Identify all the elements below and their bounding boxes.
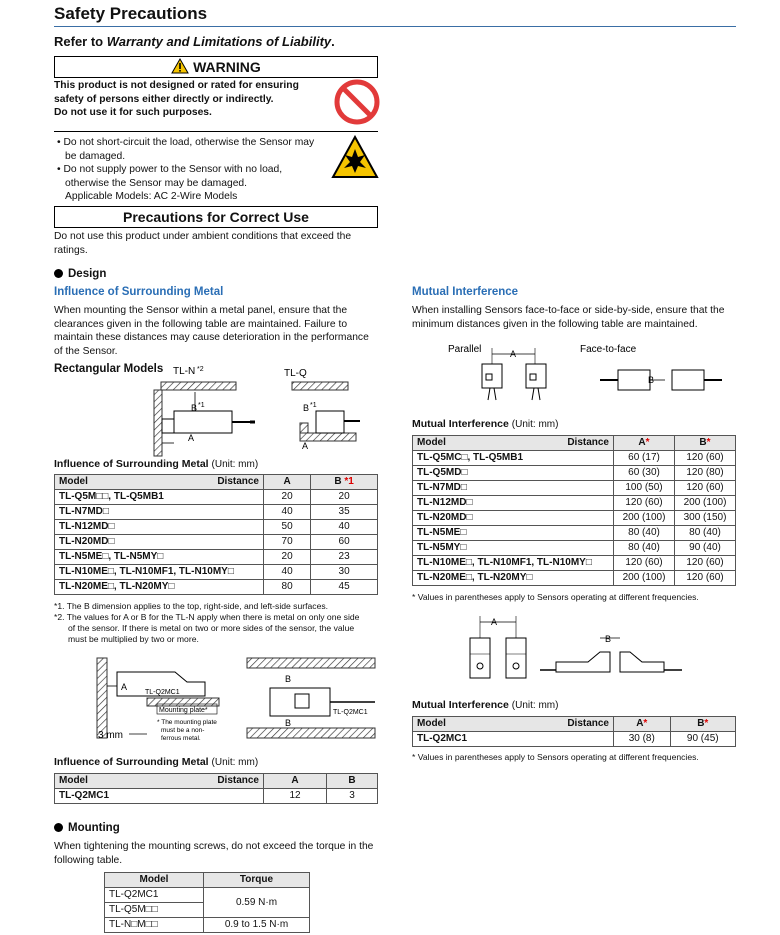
parallel-label: Parallel bbox=[448, 344, 482, 355]
design-heading-text: Design bbox=[68, 268, 107, 280]
col-b: B bbox=[327, 774, 378, 789]
warning-divider bbox=[54, 131, 378, 132]
table1-unit: (Unit: mm) bbox=[211, 459, 259, 470]
diag2-model-label: TL-Q2MC1 bbox=[333, 709, 368, 716]
cell-torque: 0.9 to 1.5 N·m bbox=[204, 918, 310, 933]
cell-b: 90 (45) bbox=[670, 732, 735, 747]
cell-a: 30 (8) bbox=[614, 732, 671, 747]
diag-tln-label: TL-N bbox=[173, 366, 196, 377]
col-a-text: A bbox=[636, 718, 644, 729]
mutual-interference-table bbox=[412, 435, 736, 586]
col-b-text: B bbox=[699, 437, 707, 448]
table2-caption-text: Influence of Surrounding Metal bbox=[54, 756, 209, 768]
surrounding-metal-heading: Influence of Surrounding Metal bbox=[54, 286, 224, 298]
refer-suffix: . bbox=[331, 34, 335, 49]
warning-label: WARNING bbox=[193, 59, 261, 75]
table-header-cell bbox=[55, 475, 264, 490]
mounting-heading bbox=[54, 822, 120, 834]
surrounding-metal-text: When mounting the Sensor within a metal panel, ensure that the clearances given in the following table are maintained. Failure to maintain these distances may cause deterioration in the performance of the Sensor. bbox=[54, 305, 369, 357]
mutual-interference-table-2 bbox=[412, 716, 736, 747]
page-title: Safety Precautions bbox=[54, 4, 208, 23]
diag-a-label: A bbox=[188, 433, 195, 443]
cell-model: TL-N7MD□ bbox=[413, 481, 614, 496]
col-distance: Distance bbox=[217, 476, 259, 487]
prohibition-icon bbox=[333, 78, 381, 126]
applicable-models: Applicable Models: AC 2-Wire Models bbox=[65, 191, 238, 202]
surrounding-metal-table-2 bbox=[54, 773, 378, 804]
tl-q2mc1-mounting-diagram bbox=[95, 652, 380, 750]
table-row bbox=[413, 541, 736, 556]
table-header-row bbox=[105, 873, 310, 888]
table4-caption-text: Mutual Interference bbox=[412, 699, 509, 711]
table-header-row bbox=[413, 717, 736, 732]
cell-a: 80 (40) bbox=[614, 541, 675, 556]
mutual-interference-heading: Mutual Interference bbox=[412, 286, 519, 298]
cell-model: TL-N10ME□, TL-N10MF1, TL-N10MY□ bbox=[413, 556, 614, 571]
bullet-line: otherwise the Sensor may be damaged. bbox=[65, 177, 248, 189]
diag-b-label: B bbox=[303, 403, 310, 413]
col-b bbox=[311, 475, 378, 490]
diag2-mm-label: 3 mm bbox=[98, 730, 123, 741]
col-a-star: * bbox=[643, 718, 648, 729]
cell-model: TL-N12MD□ bbox=[55, 520, 264, 535]
cell-b: 80 (40) bbox=[675, 526, 736, 541]
table-row bbox=[413, 496, 736, 511]
table4-caption bbox=[412, 699, 558, 711]
cell-a: 120 (60) bbox=[614, 496, 675, 511]
cell-a: 100 (50) bbox=[614, 481, 675, 496]
table1-caption bbox=[54, 458, 258, 470]
mounting-plate-label: Mounting plate* bbox=[159, 707, 208, 714]
cell-b: 45 bbox=[311, 580, 378, 595]
cell-b: 23 bbox=[311, 550, 378, 565]
table3-unit: (Unit: mm) bbox=[511, 419, 559, 430]
cell-model: TL-N5ME□ bbox=[413, 526, 614, 541]
table-row bbox=[55, 505, 378, 520]
cell-b: 60 bbox=[311, 535, 378, 550]
cell-a: 200 (100) bbox=[614, 511, 675, 526]
table-row bbox=[413, 732, 736, 747]
refer-link: Warranty and Limitations of Liability bbox=[106, 34, 332, 49]
mounting-text: When tightening the mounting screws, do not exceed the torque in the following table. bbox=[54, 841, 374, 866]
table-header-cell bbox=[413, 717, 614, 732]
cell-b: 40 bbox=[311, 520, 378, 535]
plate-note-line: ferrous metal. bbox=[161, 735, 201, 742]
cell-a: 12 bbox=[264, 789, 327, 804]
bullet-dot-icon bbox=[54, 823, 63, 832]
mutual-b-label: B bbox=[648, 375, 655, 385]
mutual-a-label: A bbox=[510, 349, 517, 359]
cell-a: 60 (17) bbox=[614, 451, 675, 466]
cell-model: TL-N20ME□, TL-N20MY□ bbox=[413, 571, 614, 586]
table-header-row bbox=[55, 774, 378, 789]
cell-model: TL-N12MD□ bbox=[413, 496, 614, 511]
col-a: A bbox=[264, 774, 327, 789]
cell-a: 20 bbox=[264, 490, 311, 505]
table-row bbox=[413, 571, 736, 586]
table-row bbox=[413, 451, 736, 466]
table-row bbox=[55, 580, 378, 595]
table-header-cell bbox=[413, 436, 614, 451]
cell-model: TL-N□M□□ bbox=[105, 918, 204, 933]
diag2-model-label: TL-Q2MC1 bbox=[145, 689, 180, 696]
cell-b: 300 (150) bbox=[675, 511, 736, 526]
note-line: must be multiplied by two or more. bbox=[68, 634, 199, 644]
table-row bbox=[55, 565, 378, 580]
cell-a: 40 bbox=[264, 565, 311, 580]
cell-model: TL-Q5M□□, TL-Q5MB1 bbox=[55, 490, 264, 505]
diag-b-sup: *1 bbox=[310, 402, 317, 409]
cell-b: 30 bbox=[311, 565, 378, 580]
col-a-text: A bbox=[638, 437, 646, 448]
cell-b: 35 bbox=[311, 505, 378, 520]
warning-text bbox=[54, 79, 344, 120]
col-b-star: * bbox=[706, 437, 711, 448]
explosion-hazard-icon bbox=[331, 135, 379, 179]
table2-caption bbox=[54, 756, 258, 768]
cell-model: TL-Q5MD□ bbox=[413, 466, 614, 481]
table-row bbox=[105, 918, 310, 933]
mutual-b-label: B bbox=[605, 634, 612, 644]
precautions-header: Precautions for Correct Use bbox=[54, 206, 378, 228]
table1-notes bbox=[54, 601, 384, 645]
cell-model: TL-N5MY□ bbox=[413, 541, 614, 556]
title-rule bbox=[54, 26, 736, 27]
note-line: *1. The B dimension applies to the top, right-side, and left-side surfaces. bbox=[54, 601, 329, 611]
bullet-item: • Do not supply power to the Sensor with no load, bbox=[57, 164, 283, 175]
table-row bbox=[55, 789, 378, 804]
mutual-interference-diagram-2 bbox=[460, 612, 730, 682]
col-distance: Distance bbox=[567, 718, 609, 729]
warning-line: This product is not designed or rated for ensuring bbox=[54, 80, 299, 91]
cell-b: 120 (80) bbox=[675, 466, 736, 481]
design-heading bbox=[54, 268, 106, 280]
cell-a: 20 bbox=[264, 550, 311, 565]
col-b-text: B bbox=[697, 718, 705, 729]
face-to-face-label: Face-to-face bbox=[580, 344, 637, 355]
surrounding-metal-table bbox=[54, 474, 378, 595]
cell-model: TL-Q5M□□ bbox=[105, 903, 204, 918]
col-model: Model bbox=[105, 873, 204, 888]
table-row bbox=[55, 535, 378, 550]
cell-a: 80 bbox=[264, 580, 311, 595]
warning-bullets bbox=[57, 136, 347, 204]
cell-model: TL-Q2MC1 bbox=[55, 789, 264, 804]
cell-a: 60 (30) bbox=[614, 466, 675, 481]
cell-b: 90 (40) bbox=[675, 541, 736, 556]
bullet-line: be damaged. bbox=[65, 150, 126, 162]
bullet-line: Do not supply power to the Sensor with no load, bbox=[63, 164, 283, 175]
bullet-line: Do not short-circuit the load, otherwise the Sensor may bbox=[63, 137, 315, 148]
table-row bbox=[55, 490, 378, 505]
mounting-heading-text: Mounting bbox=[68, 822, 120, 834]
table3-note: * Values in parentheses apply to Sensors operating at different frequencies. bbox=[412, 592, 699, 602]
col-distance: Distance bbox=[567, 437, 609, 448]
note-line: of the sensor. If there is metal on two or more sides of the sensor, the value bbox=[68, 623, 355, 633]
col-model: Model bbox=[59, 775, 88, 786]
cell-model: TL-Q2MC1 bbox=[413, 732, 614, 747]
col-b-text: B bbox=[334, 476, 342, 487]
col-model: Model bbox=[417, 718, 446, 729]
table-row bbox=[413, 511, 736, 526]
cell-torque: 0.59 N·m bbox=[204, 888, 310, 918]
cell-a: 120 (60) bbox=[614, 556, 675, 571]
rectangular-models-label: Rectangular Models bbox=[54, 363, 164, 375]
surrounding-metal-diagram bbox=[150, 363, 360, 458]
table3-caption bbox=[412, 418, 558, 430]
table-row bbox=[105, 888, 310, 903]
cell-model: TL-Q2MC1 bbox=[105, 888, 204, 903]
warning-header bbox=[54, 56, 378, 78]
col-b-star: * bbox=[704, 718, 709, 729]
col-model: Model bbox=[417, 437, 446, 448]
col-a-star: * bbox=[645, 437, 650, 448]
table-header-cell bbox=[55, 774, 264, 789]
diag2-b-label: B bbox=[285, 718, 292, 728]
table-row bbox=[413, 466, 736, 481]
refer-prefix: Refer to bbox=[54, 34, 107, 49]
cell-b: 120 (60) bbox=[675, 451, 736, 466]
col-torque: Torque bbox=[204, 873, 310, 888]
cell-b: 20 bbox=[311, 490, 378, 505]
warning-line: Do not use it for such purposes. bbox=[54, 107, 212, 118]
diag-tln-sup: *2 bbox=[197, 366, 204, 373]
cell-model: TL-N20MD□ bbox=[55, 535, 264, 550]
warning-triangle-icon bbox=[171, 58, 189, 74]
precautions-intro: Do not use this product under ambient conditions that exceed the ratings. bbox=[54, 231, 352, 256]
col-model: Model bbox=[59, 476, 88, 487]
cell-a: 50 bbox=[264, 520, 311, 535]
cell-a: 80 (40) bbox=[614, 526, 675, 541]
col-b bbox=[670, 717, 735, 732]
diag-tlq-label: TL-Q bbox=[284, 368, 307, 379]
bullet-dot-icon bbox=[54, 269, 63, 278]
cell-b: 200 (100) bbox=[675, 496, 736, 511]
col-distance: Distance bbox=[217, 775, 259, 786]
cell-b: 3 bbox=[327, 789, 378, 804]
table4-note: * Values in parentheses apply to Sensors operating at different frequencies. bbox=[412, 752, 699, 762]
cell-model: TL-N20ME□, TL-N20MY□ bbox=[55, 580, 264, 595]
plate-note-line: must be a non- bbox=[161, 727, 205, 734]
plate-note-line: * The mounting plate bbox=[157, 719, 217, 726]
col-a bbox=[614, 436, 675, 451]
cell-a: 70 bbox=[264, 535, 311, 550]
col-b bbox=[675, 436, 736, 451]
col-a bbox=[614, 717, 671, 732]
cell-model: TL-N7MD□ bbox=[55, 505, 264, 520]
mutual-interference-diagram bbox=[440, 340, 730, 410]
cell-model: TL-Q5MC□, TL-Q5MB1 bbox=[413, 451, 614, 466]
cell-a: 200 (100) bbox=[614, 571, 675, 586]
table2-unit: (Unit: mm) bbox=[211, 757, 259, 768]
table-row bbox=[413, 481, 736, 496]
col-a: A bbox=[264, 475, 311, 490]
refer-line bbox=[54, 34, 335, 49]
diag-b-sup: *1 bbox=[198, 402, 205, 409]
warning-line: safety of persons either directly or indirectly. bbox=[54, 93, 274, 105]
diag-a-label: A bbox=[302, 441, 309, 451]
diag2-a-label: A bbox=[121, 682, 128, 692]
cell-b: 120 (60) bbox=[675, 556, 736, 571]
table-row bbox=[55, 550, 378, 565]
cell-model: TL-N20MD□ bbox=[413, 511, 614, 526]
bullet-item: • Do not short-circuit the load, otherwise the Sensor may bbox=[57, 137, 315, 148]
col-b-sup: *1 bbox=[344, 476, 354, 487]
mutual-a-label: A bbox=[491, 617, 498, 627]
torque-table bbox=[104, 872, 310, 933]
diag2-b-label: B bbox=[285, 674, 292, 684]
diag-b-label: B bbox=[191, 403, 198, 413]
mutual-interference-text: When installing Sensors face-to-face or side-by-side, ensure that the minimum distances given in the following table are maintained. bbox=[412, 305, 725, 330]
table-row bbox=[413, 556, 736, 571]
table-row bbox=[413, 526, 736, 541]
cell-a: 40 bbox=[264, 505, 311, 520]
table4-unit: (Unit: mm) bbox=[511, 700, 559, 711]
cell-model: TL-N5ME□, TL-N5MY□ bbox=[55, 550, 264, 565]
table3-caption-text: Mutual Interference bbox=[412, 418, 509, 430]
note-line: *2. The values for A or B for the TL-N apply when there is metal on only one side bbox=[54, 612, 360, 622]
cell-b: 120 (60) bbox=[675, 481, 736, 496]
cell-b: 120 (60) bbox=[675, 571, 736, 586]
table-header-row bbox=[55, 475, 378, 490]
table-row bbox=[55, 520, 378, 535]
table1-caption-text: Influence of Surrounding Metal bbox=[54, 458, 209, 470]
table-header-row bbox=[413, 436, 736, 451]
cell-model: TL-N10ME□, TL-N10MF1, TL-N10MY□ bbox=[55, 565, 264, 580]
